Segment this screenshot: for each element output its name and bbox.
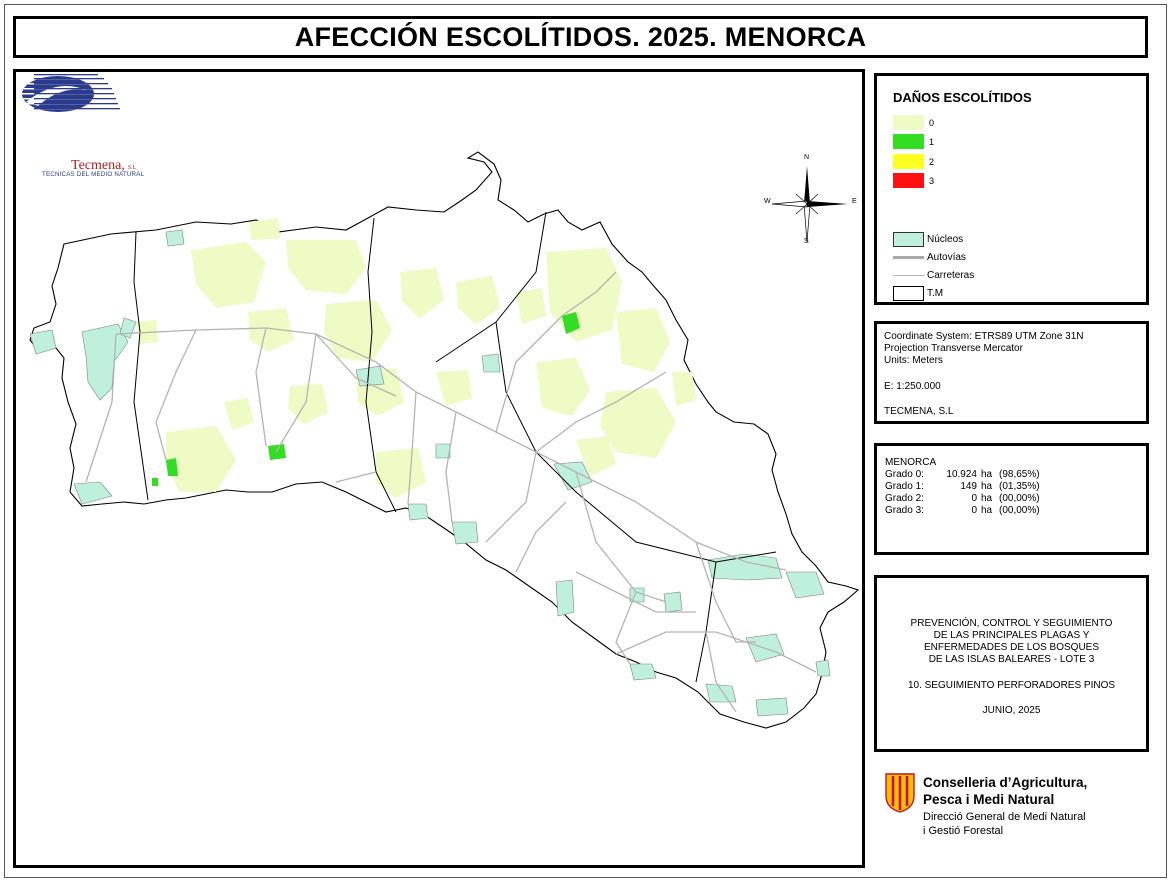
legend-item-damage-2: 2 — [893, 154, 934, 169]
map-scale: E: 1:250.000 — [884, 381, 941, 392]
tecmena-logo-icon — [16, 72, 126, 156]
compass-w: W — [764, 198, 771, 205]
map-frame — [13, 69, 865, 868]
legend-swatch — [893, 173, 924, 188]
island-map — [16, 72, 862, 865]
compass-n: N — [804, 154, 810, 161]
stats-row-grade-0: Grado 0: 10.924 ha (98,65%) — [885, 469, 1040, 480]
compass-e: E — [852, 198, 857, 205]
coordinate-panel — [874, 321, 1149, 424]
government-name: Conselleria d’Agricultura, Pesca i Medi Natural — [923, 775, 1088, 807]
map-author: TECMENA, S.L — [884, 406, 954, 417]
legend-item-nucleos: Núcleos — [893, 232, 963, 247]
project-line: DE LAS ISLAS BALEARES - LOTE 3 — [928, 654, 1095, 665]
legend-item-damage-0: 0 — [893, 115, 934, 130]
project-line: ENFERMEDADES DE LOS BOSQUES — [923, 642, 1100, 653]
stats-row-grade-3: Grado 3: 0 ha (00,00%) — [885, 505, 1040, 516]
legend-swatch — [893, 154, 924, 169]
legend-panel — [874, 73, 1149, 305]
stats-panel — [874, 443, 1149, 555]
legend-item-damage-1: 1 — [893, 134, 934, 149]
coord-units: Units: Meters — [884, 355, 943, 366]
project-line: PREVENCIÓN, CONTROL Y SEGUIMIENTO — [910, 618, 1113, 629]
project-panel — [874, 575, 1149, 752]
legend-item-tm: T.M — [893, 286, 943, 301]
logo-tagline: TECNICAS DEL MEDIO NATURAL — [42, 171, 145, 178]
legend-item-autovias: Autovías — [893, 250, 966, 265]
legend-title: DAÑOS ESCOLÍTIDOS — [893, 90, 1032, 105]
compass-s: S — [804, 238, 809, 245]
logo-company-name: Tecmena, S.L — [71, 158, 137, 173]
legend-swatch — [893, 286, 924, 301]
stats-row-grade-1: Grado 1: 149 ha (01,35%) — [885, 481, 1040, 492]
legend-swatch — [893, 115, 924, 130]
legend-item-damage-3: 3 — [893, 173, 934, 188]
legend-swatch — [893, 250, 924, 265]
north-arrow — [764, 154, 858, 246]
legend-swatch — [893, 268, 924, 283]
stats-row-grade-2: Grado 2: 0 ha (00,00%) — [885, 493, 1040, 504]
government-directorate: Direcció General de Medi Natural i Gestió Forestal — [923, 811, 1086, 837]
coord-system: Coordinate System: ETRS89 UTM Zone 31N — [884, 331, 1084, 342]
title-box — [13, 16, 1148, 58]
project-subtitle: 10. SEGUIMIENTO PERFORADORES PINOS — [907, 680, 1116, 691]
compass-rose-icon — [768, 154, 858, 246]
balearic-shield-icon — [884, 772, 916, 814]
project-line: DE LAS PRINCIPALES PLAGAS Y — [933, 630, 1090, 641]
coord-projection: Projection Transverse Mercator — [884, 343, 1023, 354]
island-outline — [30, 152, 858, 728]
legend-item-carreteras: Carreteras — [893, 268, 974, 283]
legend-swatch — [893, 232, 924, 247]
project-date: JUNIO, 2025 — [982, 705, 1041, 716]
legend-swatch — [893, 134, 924, 149]
map-title: AFECCIÓN ESCOLÍTIDOS. 2025. MENORCA — [294, 21, 867, 52]
stats-region: MENORCA — [885, 457, 937, 468]
